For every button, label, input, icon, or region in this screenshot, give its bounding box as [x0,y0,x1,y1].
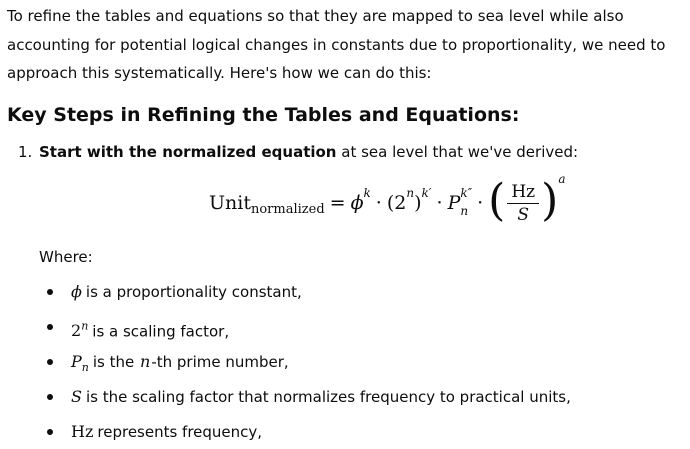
section-heading: Key Steps in Refining the Tables and Equations: [7,104,520,126]
list-item [0,280,690,315]
eq-two: (2 [386,192,407,214]
step-number: 1. [18,143,33,161]
bullet-text: is a scaling factor, [92,322,230,341]
bullet-math-sub: n [81,361,89,375]
bullet-text-2: -th prime number, [151,353,289,371]
eq-outer-exp: a [558,172,566,186]
bullet-text: is the [92,353,139,371]
eq-two-close: ) [414,192,422,214]
list-item [0,315,690,350]
bullet-math: S [71,387,82,406]
eq-frac-numerator: Hz [507,182,539,204]
bullet-math [71,321,88,340]
eq-prime-exp: k″ [460,186,473,200]
list-item [0,385,690,420]
eq-dot-1: · [375,192,382,214]
eq-dot-3: · [477,192,484,214]
eq-right-paren: ) [541,175,559,226]
bullet-text: is a proportionality constant, [85,283,302,301]
bullet-icon [47,324,53,330]
bullet-icon [47,359,53,365]
bullet-math: ϕ [71,282,82,301]
eq-two-exp: n [406,186,415,200]
bullet-icon [47,394,53,400]
bullet-math-base: 2 [71,321,82,341]
eq-prime: P [447,192,461,214]
bullet-math-sup: n [81,320,89,333]
list-item [0,420,690,449]
eq-lhs-subscript: normalized [250,201,325,217]
bullet-math-inline: n [140,352,151,371]
normalized-equation [209,172,565,234]
where-label: Where: [39,248,93,266]
eq-fraction [507,182,539,225]
intro-paragraph: To refine the tables and equations so that they are mapped to sea level while also accounting for potential logical changes in constants due to proportionality, we need to approach this systematically. Here's how we can do this: [7,7,666,82]
bullet-math [71,352,89,375]
eq-phi-exp: k [363,186,371,200]
bullet-icon [47,289,53,295]
bullet-text: represents frequency, [97,423,263,441]
eq-equals: = [329,192,346,214]
step-rest-text: at sea level that we've derived: [336,143,579,161]
eq-dot-2: · [436,192,443,214]
eq-lhs: Unit [209,192,251,214]
eq-prime-sub: n [460,204,469,218]
bullet-text: is the scaling factor that normalizes frequency to practical units, [85,388,571,406]
bullet-math-base: P [71,352,82,371]
eq-two-outer-exp: k′ [421,186,432,200]
definitions-list [0,280,690,449]
eq-left-paren: ( [488,175,506,226]
bullet-math: Hz [71,422,94,441]
eq-prime-scripts [460,186,473,218]
eq-frac-denominator: S [517,204,530,225]
step-1 [18,140,578,164]
bullet-icon [47,429,53,435]
step-bold-text: Start with the normalized equation [39,143,337,161]
eq-phi: ϕ [350,192,364,214]
list-item [0,350,690,385]
